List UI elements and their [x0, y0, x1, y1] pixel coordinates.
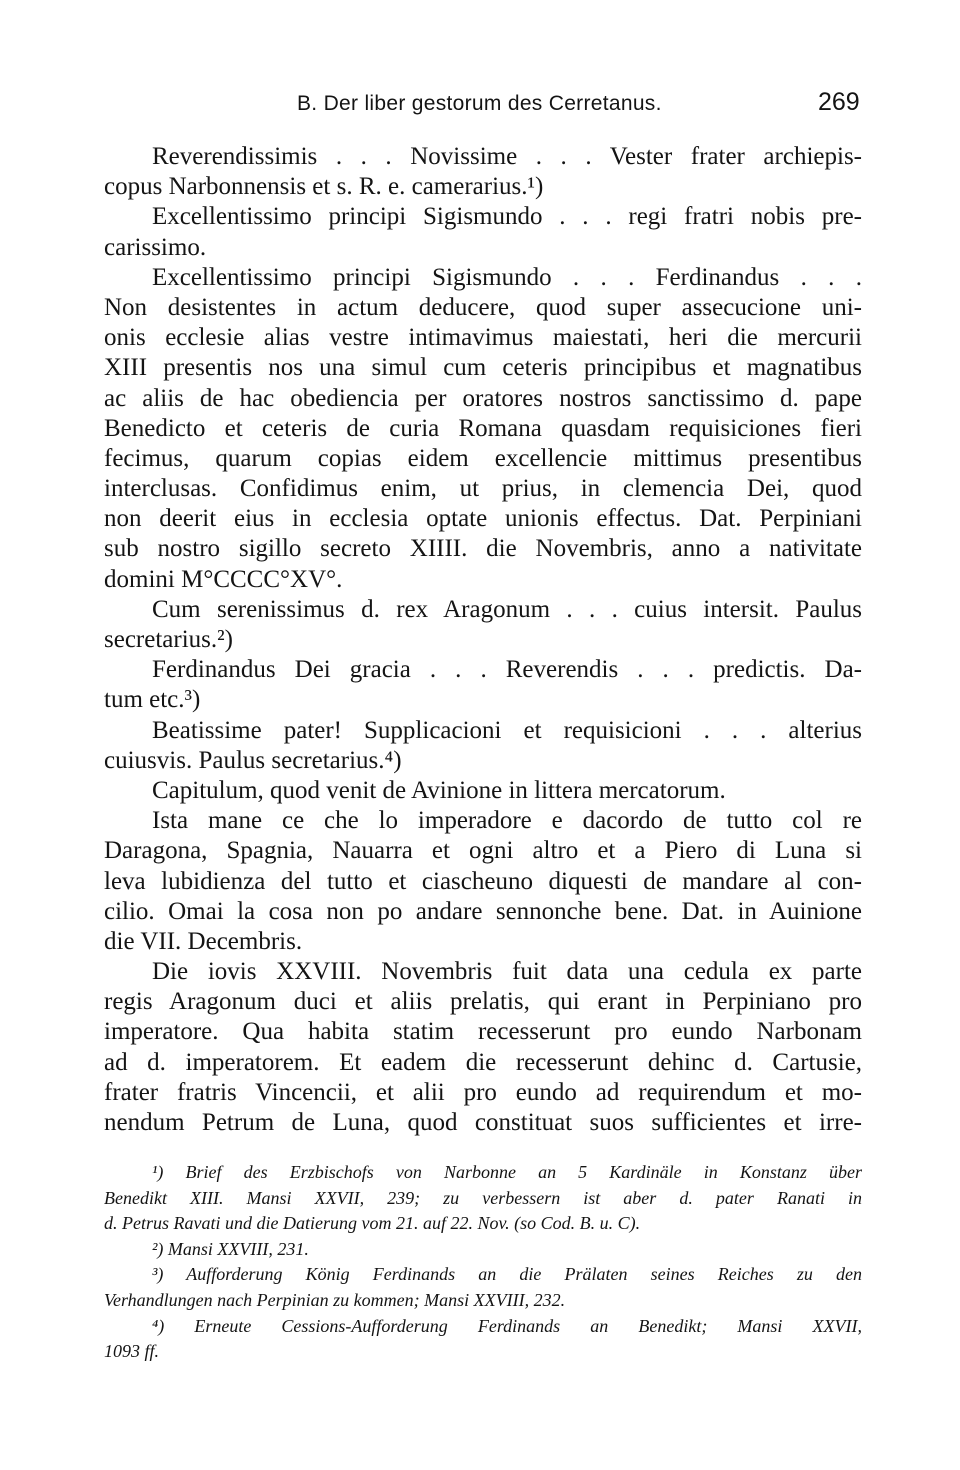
- text-line: domini M°CCCC°XV°.: [104, 565, 343, 593]
- text-line: Ista mane ce che lo imperadore e dacordo de tutto col re: [152, 807, 862, 835]
- footnote-line: ⁴) Erneute Cessions-Aufforderung Ferdinands an Benedikt; Mansi XXVII,: [152, 1315, 862, 1336]
- footnote-line: 1093 ff.: [104, 1341, 160, 1362]
- text-line: die VII. Decembris.: [104, 927, 303, 955]
- text-line: imperatore. Qua habita statim recesserunt pro eundo Narbonam: [104, 1018, 862, 1046]
- footnote-line: ³) Aufforderung König Ferdinands an die Prälaten seines Reiches zu den: [152, 1264, 862, 1285]
- text-line: non deerit eius in ecclesia optate unionis effectus. Dat. Perpiniani: [104, 505, 862, 533]
- footnote-line: ¹) Brief des Erzbischofs von Narbonne an 5 Kardinäle in Konstanz über: [152, 1162, 862, 1182]
- text-line: Excellentissimo principi Sigismundo . . . regi fratri nobis pre-: [152, 203, 862, 231]
- text-line: regis Aragonum duci et aliis prelatis, qui erant in Perpiniano pro: [104, 988, 862, 1016]
- text-line: Excellentissimo principi Sigismundo . . . Ferdinandus . . .: [152, 263, 862, 291]
- text-line: sub nostro sigillo secreto XIIII. die Novembris, anno a nativitate: [104, 535, 862, 563]
- text-line: Ferdinandus Dei gracia . . . Reverendis . . . predictis. Da-: [152, 656, 862, 684]
- footnote-line: Verhandlungen nach Perpinian zu kommen; Mansi XXVIII, 232.: [104, 1289, 566, 1310]
- text-line: nendum Petrum de Luna, quod constituat suos sufficientes et irre-: [104, 1109, 862, 1136]
- text-line: tum etc.³): [104, 686, 201, 714]
- page-number: 269: [818, 88, 860, 116]
- text-line: cuiusvis. Paulus secretarius.⁴): [104, 746, 402, 774]
- text-line: Daragona, Spagnia, Nauarra et ogni altro et a Piero di Luna si: [104, 837, 862, 865]
- text-line: Benedicto et ceteris de curia Romana quasdam requisiciones fieri: [104, 414, 862, 442]
- text-line: Non desistentes in actum deducere, quod super assecucione uni-: [104, 293, 862, 321]
- text-line: onis ecclesie alias vestre intimavimus maiestati, heri die mercurii: [104, 324, 862, 352]
- text-line: cilio. Omai la cosa non po andare sennonche bene. Dat. in Auinione: [104, 897, 862, 925]
- text-line: XIII presentis nos una simul cum ceteris principibus et magnatibus: [104, 354, 862, 382]
- text-line: copus Narbonnensis et s. R. e. camerarius.¹): [104, 173, 544, 201]
- page-header: [0, 88, 960, 128]
- text-line: interclusas. Confidimus enim, ut prius, in clemencia Dei, quod: [104, 475, 862, 503]
- text-line: frater fratris Vincencii, et alii pro eundo ad requirendum et mo-: [104, 1078, 862, 1106]
- text-line: ad d. imperatorem. Et eadem die recesserunt dehinc d. Cartusie,: [104, 1048, 862, 1076]
- text-line: Reverendissimis . . . Novissime . . . Vester frater archiepis-: [152, 143, 862, 170]
- text-line: secretarius.²): [104, 626, 233, 653]
- text-line: Cum serenissimus d. rex Aragonum . . . cuius intersit. Paulus: [152, 595, 862, 623]
- footnotes: [104, 1160, 862, 1365]
- main-text: [104, 142, 862, 1138]
- text-line: leva lubidienza del tutto et ciascheuno diquesti de mandare al con-: [104, 867, 862, 895]
- running-head: B. Der liber gestorum des Cerretanus.: [297, 92, 662, 115]
- footnote-line: ²) Mansi XXVIII, 231.: [152, 1238, 309, 1259]
- text-line: Die iovis XXVIII. Novembris fuit data una cedula ex parte: [152, 958, 862, 986]
- text-line: Capitulum, quod venit de Avinione in littera mercatorum.: [152, 776, 726, 804]
- text-line: carissimo.: [104, 233, 207, 261]
- footnote-line: d. Petrus Ravati und die Datierung vom 21. auf 22. Nov. (so Cod. B. u. C).: [104, 1213, 641, 1234]
- text-line: fecimus, quarum copias eidem excellencie mittimus presentibus: [104, 444, 862, 472]
- footnote-line: Benedikt XIII. Mansi XXVII, 239; zu verbessern ist aber d. pater Ranati in: [104, 1187, 862, 1208]
- text-line: Beatissime pater! Supplicacioni et requisicioni . . . alterius: [152, 716, 862, 744]
- text-line: ac aliis de hac obediencia per oratores nostros sanctissimo d. pape: [104, 384, 862, 412]
